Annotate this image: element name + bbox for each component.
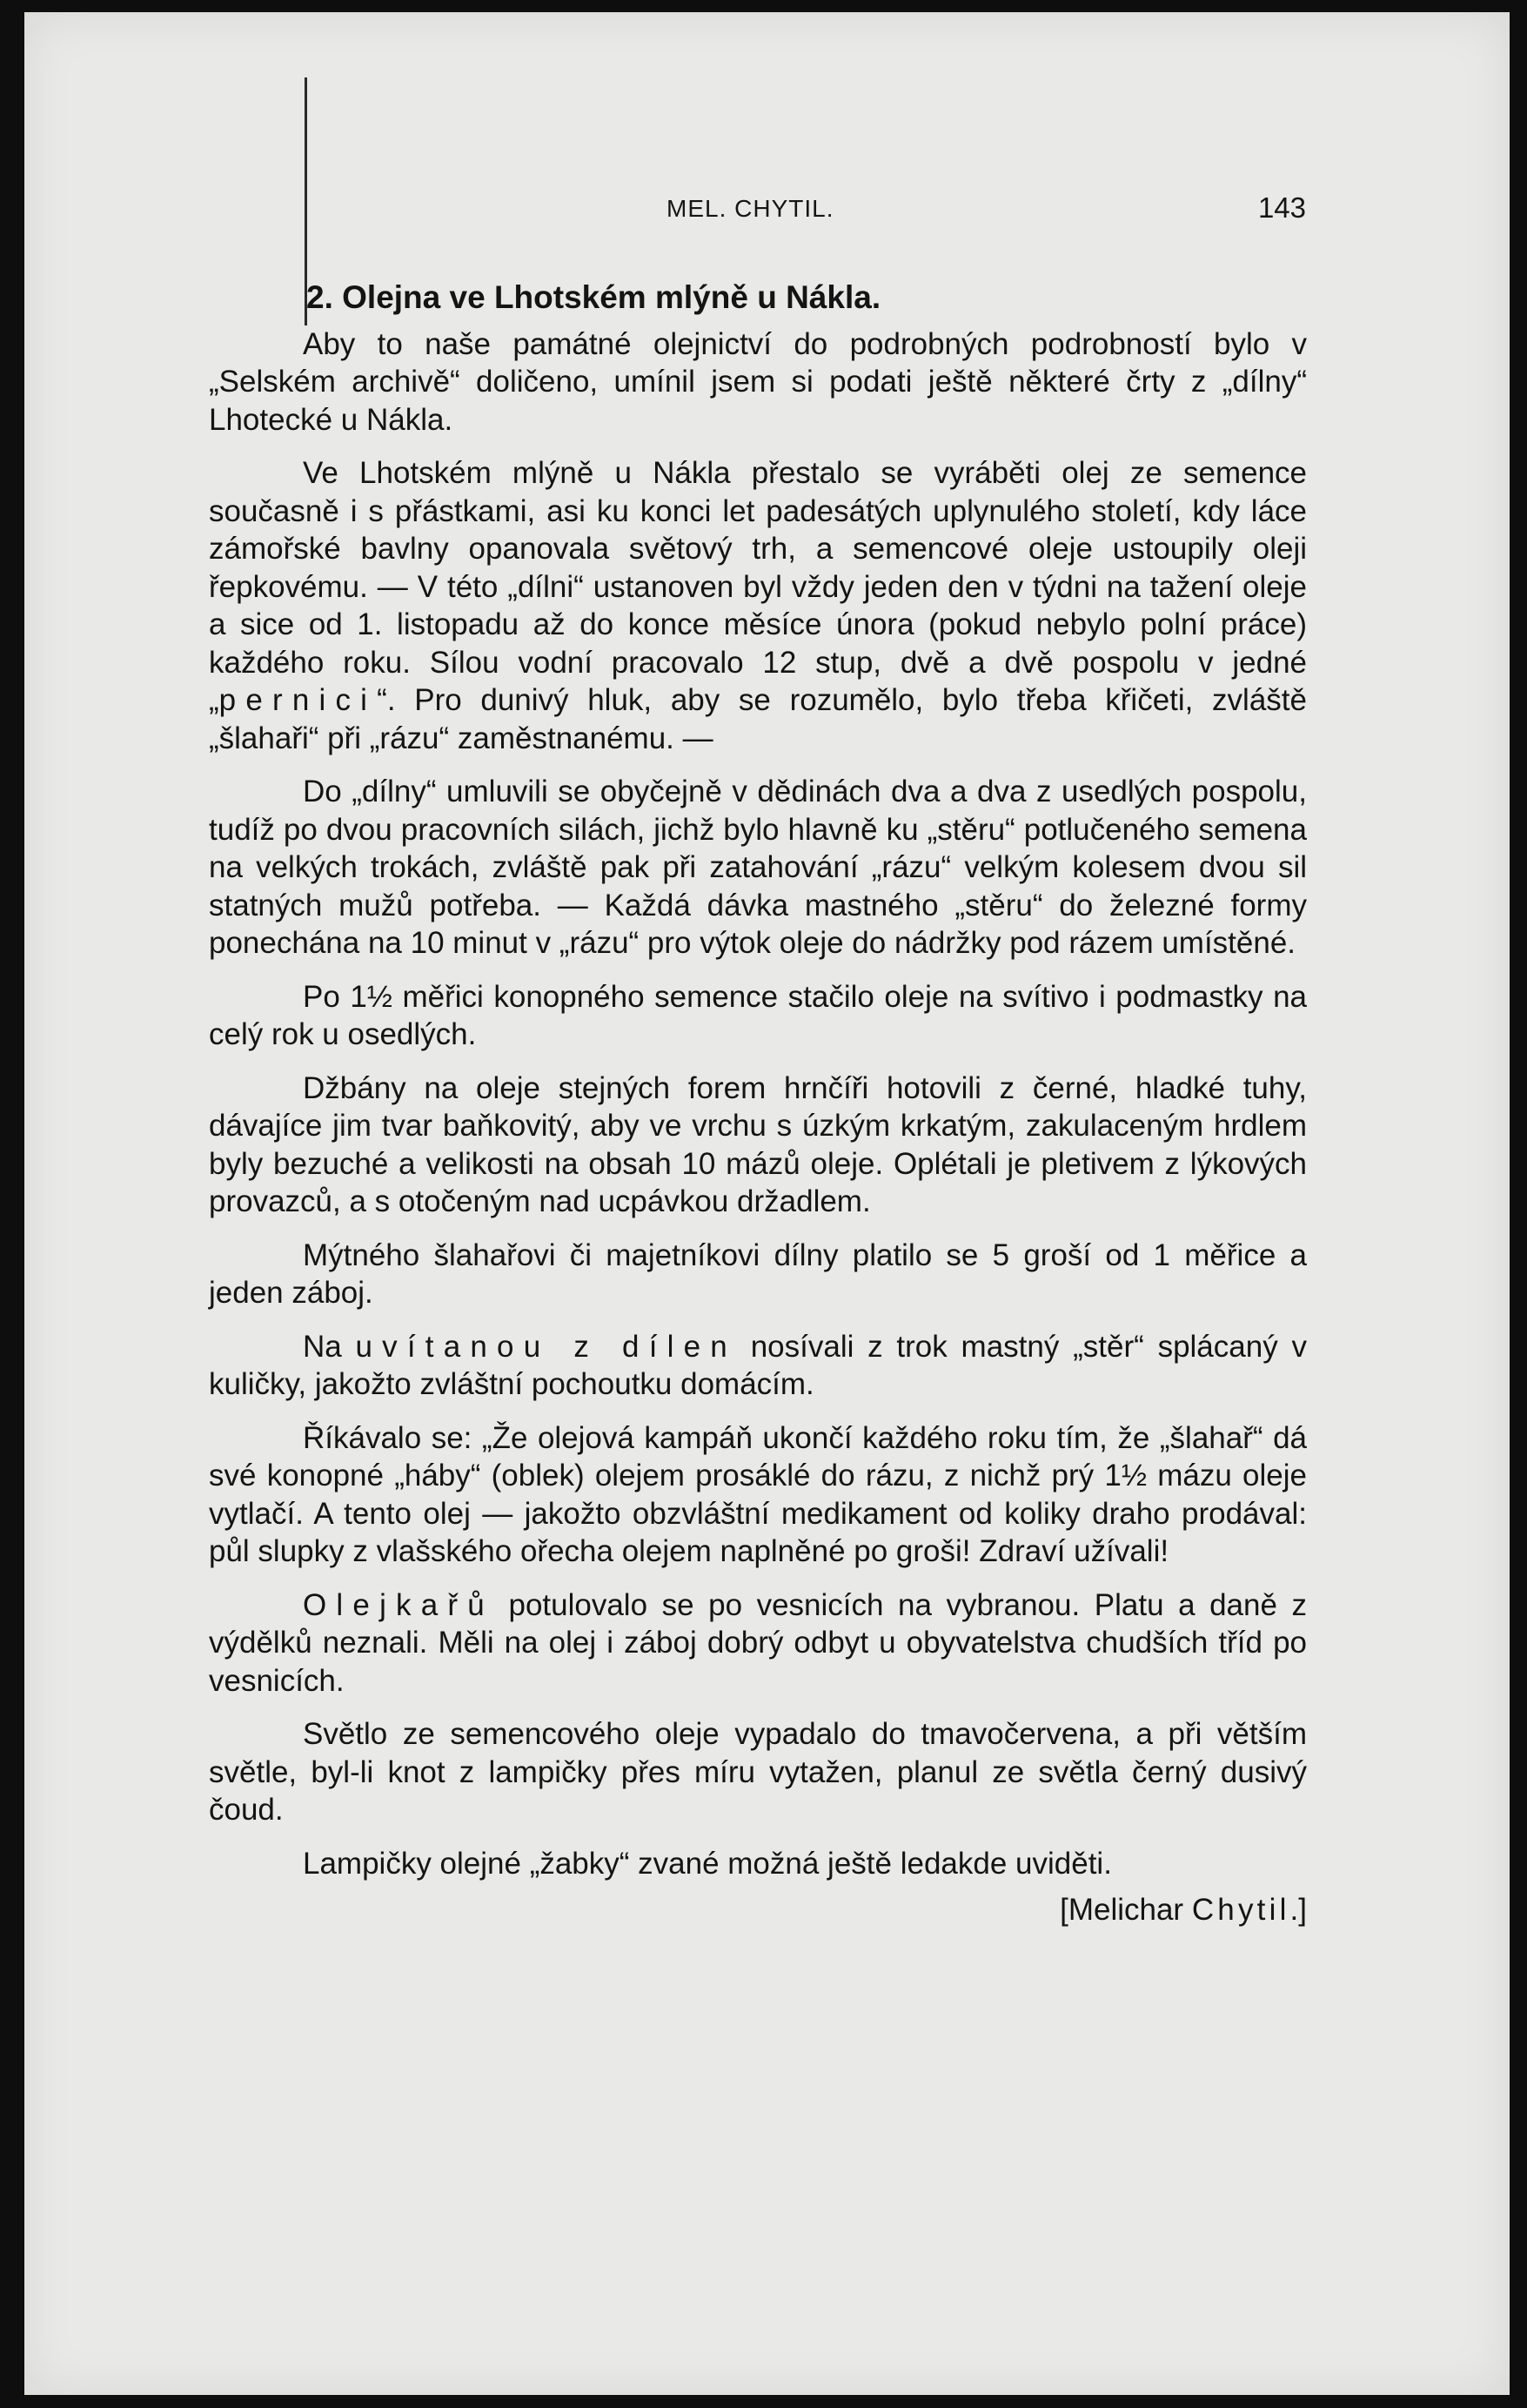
paragraph-text: “. Pro dunivý hluk, aby se rozumělo, bylo třeba křičeti, zvláště „šlahaři“ při „rázu“ zaměstnanému. —	[209, 683, 1307, 755]
spaced-term-olejkaru: Olejkařů	[303, 1587, 494, 1622]
signature-open: [Melichar	[1060, 1893, 1192, 1927]
paragraph-olejkari	[209, 1586, 1307, 1700]
paragraph-mytne: Mýtného šlahařovi či majetníkovi dílny platilo se 5 groší od 1 měřice a jeden záboj.	[209, 1238, 1307, 1310]
paragraph-uvitanou	[209, 1328, 1307, 1404]
signature-close: .]	[1289, 1893, 1307, 1927]
scanned-page	[24, 12, 1510, 2395]
paragraph-text: Na	[303, 1329, 356, 1364]
spaced-term-uvitanou: uvítanou z dílen	[355, 1329, 737, 1364]
paragraph-intro: Aby to naše památné olejnictví do podrobných podrobností bylo v „Selském archivě“ doličeno, umínil jsem si podati ještě některé črty z „dílny“ Lhotecké u Nákla.	[209, 326, 1307, 437]
page-number: 143	[1257, 191, 1306, 224]
author-signature	[209, 1891, 1307, 1929]
paragraph-text: Ve Lhotském mlýně u Nákla přestalo se vyráběti olej ze semence současně i s přástkami, asi ku konci let padesátých uplynulého století, kdy láce zámořské bavlny opanovala světový trh, a semencové oleje ustoupily oleji řepkovému. — V této „dílni“ ustanoven byl vždy jeden den v týdni na tažení oleje a sice od 1. listopadu až do konce měsíce února (pokud nebylo polní práce) každého roku. Sílou vodní pracovalo 12 stup, dvě a dvě pospolu v jedné „	[209, 456, 1307, 717]
page-header	[666, 191, 1306, 226]
spaced-term-pernici: pernici	[218, 683, 378, 717]
paragraph-rikavalo: Říkávalo se: „Že olejová kampáň ukončí každého roku tím, že „šlahař“ dá své konopné „háby“ (oblek) olejem prosáklé do rázu, z nichž prý 1½ mázu oleje vytlačí. A tento olej — jakožto obzvláštní medikament od koliky draho prodával: půl slupky z vlašského ořecha olejem naplněné po groši! Zdraví užívali!	[209, 1420, 1307, 1568]
section-title: 2. Olejna ve Lhotském mlýně u Nákla.	[306, 279, 881, 315]
paragraph-dilna: Do „dílny“ umluvili se obyčejně v dědinách dva a dva z usedlých pospolu, tudíž po dvou pracovních silách, jichž bylo hlavně ku „stěru“ potlučeného semena na velkých trokách, zvláště pak při zatahování „rázu“ velkým kolesem dvou sil statných mužů potřeba. — Každá dávka mastného „stěru“ do železné formy ponechána na 10 minut v „rázu“ pro výtok oleje do nádržky pod rázem umístěné.	[209, 775, 1307, 960]
signature-surname: Chytil	[1191, 1893, 1290, 1927]
paragraph-lhotsky-mlyn	[209, 454, 1307, 757]
paragraph-text: nosívali z trok mastný „stěr“ splácaný v kuličky, jakožto zvláštní pochoutku domácím.	[209, 1329, 1307, 1401]
paragraph-svetlo: Světlo ze semencového oleje vypadalo do tmavočervena, a při větším světle, byl-li knot z lampičky přes míru vytažen, planul ze světla černý dusivý čoud.	[209, 1717, 1307, 1827]
paragraph-semence: Po 1½ měřici konopného semence stačilo oleje na svítivo i podmastky na celý rok u osedlých.	[209, 979, 1307, 1051]
paragraph-dzbany: Džbány na oleje stejných forem hrnčíři hotovili z černé, hladké tuhy, dávajíce jim tvar baňkovitý, aby ve vrchu s úzkým krkatým, zakulaceným hrdlem byly bezuché a velikosti na obsah 10 mázů oleje. Oplétali je pletivem z lýkových provazců, a s otočeným nad ucpávkou držadlem.	[209, 1070, 1307, 1218]
paragraph-text: potulovalo se po vesnicích na vybranou. Platu a daně z výdělků neznali. Měli na olej i záboj dobrý odbyt u obyvatelstva chudších tříd po vesnicích.	[209, 1587, 1307, 1698]
paragraph-lampicky: Lampičky olejné „žabky“ zvané možná ještě ledakde uviděti.	[303, 1846, 1112, 1881]
article-body	[209, 278, 1307, 1960]
running-head: MEL. CHYTIL.	[666, 195, 834, 222]
